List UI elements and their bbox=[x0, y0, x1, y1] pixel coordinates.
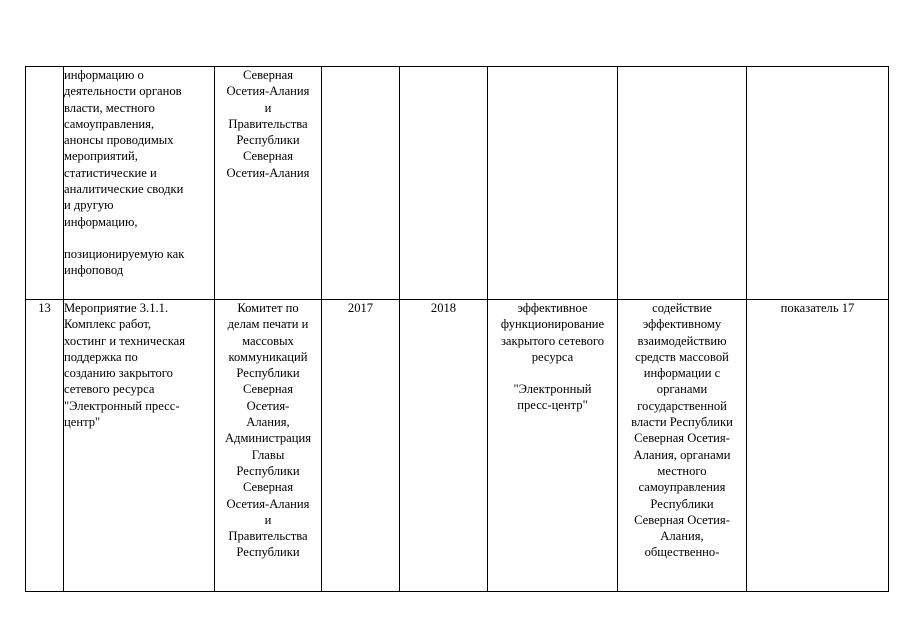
cell-executor: Северная Осетия-Алания и Правительства Республики Северная Осетия-Алания bbox=[215, 67, 322, 300]
cell-end-year: 2018 bbox=[400, 300, 488, 592]
cell-indicator: показатель 17 bbox=[747, 300, 889, 592]
program-table bbox=[25, 66, 889, 592]
cell-result bbox=[488, 67, 618, 300]
cell-indicator bbox=[747, 67, 889, 300]
cell-result bbox=[488, 300, 618, 592]
cell-effect bbox=[618, 67, 747, 300]
event-text: информацию о деятельности органов власти, местного самоуправления, анонсы проводимых мероприятий, статистические и аналитические сводки и другую информацию, bbox=[64, 68, 184, 229]
cell-event: Мероприятие 3.1.1. Комплекс работ, хостинг и техническая поддержка по созданию закрытого сетевого ресурса "Электронный пресс- центр" bbox=[64, 300, 215, 592]
table-row bbox=[26, 67, 889, 300]
result-text-tail: "Электронный пресс-центр" bbox=[513, 382, 592, 413]
table-row bbox=[26, 300, 889, 592]
result-text: эффективное функционирование закрытого сетевого ресурса bbox=[500, 301, 605, 364]
event-text-tail: позиционируемую как инфоповод bbox=[64, 246, 185, 278]
cell-number: 13 bbox=[26, 300, 64, 592]
cell-start-year: 2017 bbox=[322, 300, 400, 592]
cell-effect: содействие эффективному взаимодействию средств массовой информации с органами государственной власти Республики Северная Осетия- Алания, органами местного самоуправления Республики Северная Осетия- Алания, общественно- bbox=[618, 300, 747, 592]
cell-end-year bbox=[400, 67, 488, 300]
cell-event bbox=[64, 67, 215, 300]
cell-start-year bbox=[322, 67, 400, 300]
cell-number bbox=[26, 67, 64, 300]
cell-executor: Комитет по делам печати и массовых коммуникаций Республики Северная Осетия- Алания, Администрация Главы Республики Северная Осетия-Алания и Правительства Республики bbox=[215, 300, 322, 592]
